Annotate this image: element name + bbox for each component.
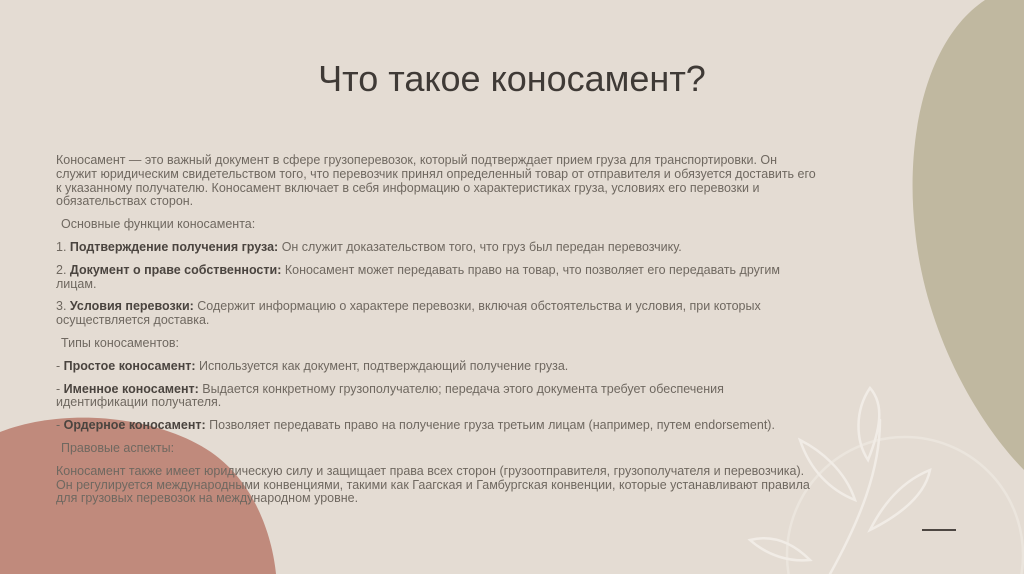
functions-heading: Основные функции коносамента: (61, 217, 256, 232)
legal-heading: Правовые аспекты: (61, 440, 175, 455)
types-heading: Типы коносаментов: (61, 335, 180, 350)
function-item: 3. Условия перевозки: Содержит информацию о характере перевозки, включая обстоятельства и условия, при которых осуществляется доставка. (56, 299, 761, 328)
intro-paragraph: Коносамент — это важный документ в сфере грузоперевозок, который подтверждает прием груза для транспортировки. Он служит юридическим свидетельством того, что перевозчик принял определенный товар от отправителя и обязуется доставить его к указанному получателю. Коносамент включает в себя информацию о характеристиках груза, условиях его перевозки и обязательствах сторон. (56, 153, 816, 209)
slide-content (56, 154, 816, 515)
footer-divider (922, 529, 956, 531)
type-item: - Именное коносамент: Выдается конкретному грузополучателю; передача этого документа требует обеспечения идентификации получателя. (56, 381, 724, 410)
function-item: 1. Подтверждение получения груза: Он служит доказательством того, что груз был передан перевозчику. (56, 239, 682, 254)
type-item: - Простое коносамент: Используется как документ, подтверждающий получение груза. (56, 358, 569, 373)
legal-paragraph: Коносамент также имеет юридическую силу и защищает права всех сторон (грузоотправителя, грузополучателя и перевозчика). Он регулируется международными конвенциями, такими как Гаагская и Гамбургская конвенции, которые устанавливают правила для грузовых перевозок на международном уровне. (56, 463, 810, 506)
slide-title: Что такое коносамент? (318, 58, 706, 99)
function-item: 2. Документ о праве собственности: Коносамент может передавать право на товар, что позволяет его передавать другим лицам. (56, 262, 781, 291)
type-item: - Ордерное коносамент: Позволяет передавать право на получение груза третьим лицам (например, путем endorsement). (56, 418, 775, 433)
